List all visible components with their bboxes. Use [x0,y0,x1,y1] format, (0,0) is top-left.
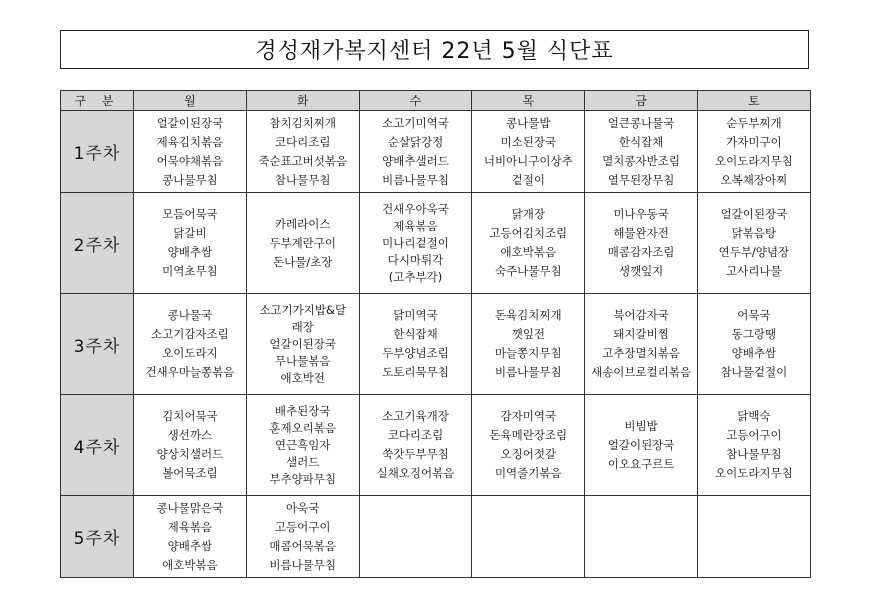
menu-item: 돈육김치찌개 [494,308,562,322]
menu-items [247,215,359,272]
menu-item: 미역줄기볶음 [494,466,562,480]
week-label: 5주차 [61,496,134,578]
menu-cell-fri [585,395,698,496]
menu-item: 김치어묵국 [162,409,218,423]
menu-item: 참나물무침 [726,447,782,461]
menu-item: 이오요구르트 [607,456,675,471]
week-row [61,294,811,395]
menu-cell-mon [134,193,247,294]
menu-item: 모듬어묵국 [162,207,218,221]
menu-item: 해물완자전 [613,226,669,240]
menu-item: (고추부각) [388,269,443,284]
menu-item: 닭백숙 [737,409,771,423]
menu-item: 무나물볶음 [274,353,331,368]
menu-cell-tue [246,193,359,294]
menu-item: 고등어김치조림 [489,226,568,240]
menu-item: 얼갈이된장국 [269,336,337,351]
menu-items [360,201,472,286]
menu-item: 소고기육개장 [382,409,449,423]
menu-item: 얼큰콩나물국 [607,115,675,130]
menu-item: 매콤감자조림 [607,245,675,259]
menu-item: 오이도라지무침 [715,153,793,168]
menu-item: 겉절이 [511,172,545,187]
header-day-fri: 금 [585,91,698,111]
menu-cell-thu [472,111,585,193]
menu-item: 볼어묵조림 [162,466,218,480]
week-label: 3주차 [61,294,134,395]
menu-item: 참나물무침 [274,172,331,187]
header-day-tue: 화 [246,91,359,111]
menu-items [472,114,584,190]
menu-item: 북어감자국 [613,308,669,322]
menu-cell-fri [585,111,698,193]
menu-item: 참나물겉절이 [720,365,788,379]
menu-item: 양상치샐러드 [156,447,224,461]
menu-item: 배추된장국 [274,403,331,418]
menu-item: 고추장멸치볶음 [602,346,680,360]
menu-cell-fri [585,294,698,395]
menu-item: 참치김치찌개 [269,115,337,130]
menu-item: 얼갈이된장국 [720,207,788,221]
menu-item: 연두부/양념장 [718,245,790,259]
menu-item: 소고기감자조림 [151,327,229,341]
menu-item: 비름나물무침 [269,557,337,572]
menu-cell-wed [359,111,472,193]
menu-item: 오징어젓갈 [500,447,557,461]
menu-cell-sat [697,193,810,294]
menu-item: 닭갈비 [173,226,207,240]
menu-cell-mon [134,111,247,193]
menu-item: 돈육메란장조림 [489,428,568,442]
menu-item: 한식잡채 [618,134,664,149]
menu-item: 열무된장무침 [607,172,675,187]
menu-item: 콩나물국 [167,308,213,322]
week-row [61,193,811,294]
meal-schedule-table [60,90,811,578]
menu-items [585,114,697,190]
menu-item: 마늘쫑지무침 [494,346,562,360]
header-gubun: 구 분 [61,91,134,111]
menu-item: 부추양파무침 [269,471,337,486]
menu-cell-wed [359,496,472,578]
menu-cell-thu [472,193,585,294]
menu-item: 연근흑임자 [274,437,331,452]
menu-items [134,205,246,281]
menu-item: 어묵국 [737,308,771,322]
menu-cell-thu [472,395,585,496]
menu-item: 두부계란구이 [269,235,337,250]
menu-item: 생깻잎지 [618,264,664,278]
menu-item: 콩나물맑은국 [156,500,224,515]
menu-cell-sat [697,294,810,395]
menu-items [360,407,472,483]
menu-cell-mon [134,496,247,578]
menu-item: 어묵야채볶음 [156,153,224,168]
menu-item: 매콤어묵볶음 [269,538,337,553]
menu-items [247,114,359,190]
menu-cell-fri [585,496,698,578]
menu-item: 제육볶음 [167,519,213,534]
week-row [61,496,811,578]
menu-item: 애호박볶음 [162,557,218,572]
menu-item: 코다리조림 [387,428,444,442]
menu-items [360,114,472,190]
menu-item: 콩나물밥 [506,115,551,130]
menu-item: 양배추쌈 [167,538,213,553]
menu-item: 미소된장국 [500,134,557,149]
week-label: 2주차 [61,193,134,294]
menu-item: 도토리묵무침 [382,365,449,379]
menu-items [247,403,359,488]
menu-items [472,407,584,483]
menu-item: 동그랑땡 [731,327,777,341]
menu-cell-mon [134,294,247,395]
menu-item: 순두부찌개 [726,115,782,130]
menu-item: 죽순표고버섯볶음 [258,153,348,168]
menu-item: 건새우마늘쫑볶음 [145,365,235,379]
menu-items [698,205,810,281]
menu-cell-sat [697,111,810,193]
menu-item: 고등어구이 [274,519,331,534]
menu-item: 실채오징어볶음 [376,466,455,480]
menu-items [360,306,472,382]
menu-item: 아욱국 [286,500,320,515]
menu-item: 고사리나물 [726,264,782,278]
menu-item: 숙주나물무침 [494,264,562,278]
menu-item: 소고기가지밥&달 [259,302,347,317]
header-day-sat: 토 [697,91,810,111]
menu-item: 얼갈이된장국 [156,115,224,130]
menu-item: 가자미구이 [726,134,782,149]
header-day-wed: 수 [359,91,472,111]
menu-item: 다시마튀각 [387,252,444,267]
menu-items [134,306,246,382]
menu-item: 닭개장 [511,207,545,221]
menu-cell-fri [585,193,698,294]
menu-items [585,417,697,474]
menu-item: 코다리조림 [274,134,331,149]
menu-item: 비름나물무침 [382,172,449,187]
menu-items [472,306,584,382]
menu-item: 오이도라지 [162,346,218,360]
menu-item: 닭볶음탕 [731,226,777,240]
menu-items [134,499,246,575]
menu-item: 오이도라지무침 [715,466,793,480]
menu-item: 래장 [291,319,314,334]
menu-item: 깻잎전 [511,327,545,341]
menu-item: 오복채장아찌 [720,172,788,187]
menu-item: 돈나물/초장 [272,254,333,269]
week-label: 4주차 [61,395,134,496]
menu-item: 콩나물무침 [162,172,218,187]
menu-items [698,407,810,483]
menu-item: 너비아니구이상추 [483,153,573,168]
menu-items [698,114,810,190]
page-title: 경성재가복지센터 22년 5월 식단표 [60,30,809,69]
menu-cell-wed [359,395,472,496]
menu-items [247,499,359,575]
menu-item: 제육김치볶음 [156,134,224,149]
header-day-mon: 월 [134,91,247,111]
menu-item: 양배추샐러드 [382,153,449,168]
menu-cell-tue [246,395,359,496]
menu-items [247,302,359,387]
menu-items [698,306,810,382]
menu-item: 생선까스 [167,428,213,442]
week-label: 1주차 [61,111,134,193]
menu-item: 훈제오리볶음 [269,420,337,435]
menu-items [134,114,246,190]
menu-item: 제육볶음 [393,218,438,233]
menu-item: 미나리겉절이 [382,235,449,250]
menu-items [585,306,697,382]
menu-item: 건새우아욱국 [382,201,449,216]
menu-cell-sat [697,496,810,578]
menu-cell-thu [472,496,585,578]
menu-cell-sat [697,395,810,496]
menu-cell-mon [134,395,247,496]
menu-item: 애호박전 [280,370,325,385]
menu-cell-tue [246,294,359,395]
menu-item: 양배추쌈 [731,346,777,360]
menu-item: 얼갈이된장국 [607,437,675,452]
menu-items [134,407,246,483]
menu-item: 양배추쌈 [167,245,213,259]
menu-item: 감자미역국 [500,409,557,423]
menu-item: 쑥갓두부무침 [382,447,449,461]
menu-cell-thu [472,294,585,395]
menu-cell-wed [359,193,472,294]
menu-items [472,205,584,281]
menu-item: 미나우동국 [613,207,669,221]
menu-item: 미역초무침 [162,264,218,278]
menu-cell-wed [359,294,472,395]
menu-item: 소고기미역국 [382,115,449,130]
menu-item: 순살닭강정 [387,134,444,149]
menu-cell-tue [246,111,359,193]
menu-item: 멸치콩자반조림 [602,153,680,168]
menu-item: 샐러드 [286,454,320,469]
week-row [61,111,811,193]
menu-item: 두부양념조림 [382,346,449,360]
menu-items [585,205,697,281]
header-row [61,91,811,111]
menu-item: 돼지갈비찜 [613,327,669,341]
menu-item: 한식잡채 [393,327,438,341]
menu-item: 비름나물무침 [494,365,562,379]
menu-item: 카레라이스 [274,216,331,231]
menu-item: 고등어구이 [726,428,782,442]
header-day-thu: 목 [472,91,585,111]
menu-item: 새송이브로컬리볶음 [591,365,692,379]
week-row [61,395,811,496]
menu-cell-tue [246,496,359,578]
menu-item: 비빔밥 [624,418,658,433]
menu-item: 애호박볶음 [500,245,557,259]
menu-item: 닭미역국 [393,308,438,322]
